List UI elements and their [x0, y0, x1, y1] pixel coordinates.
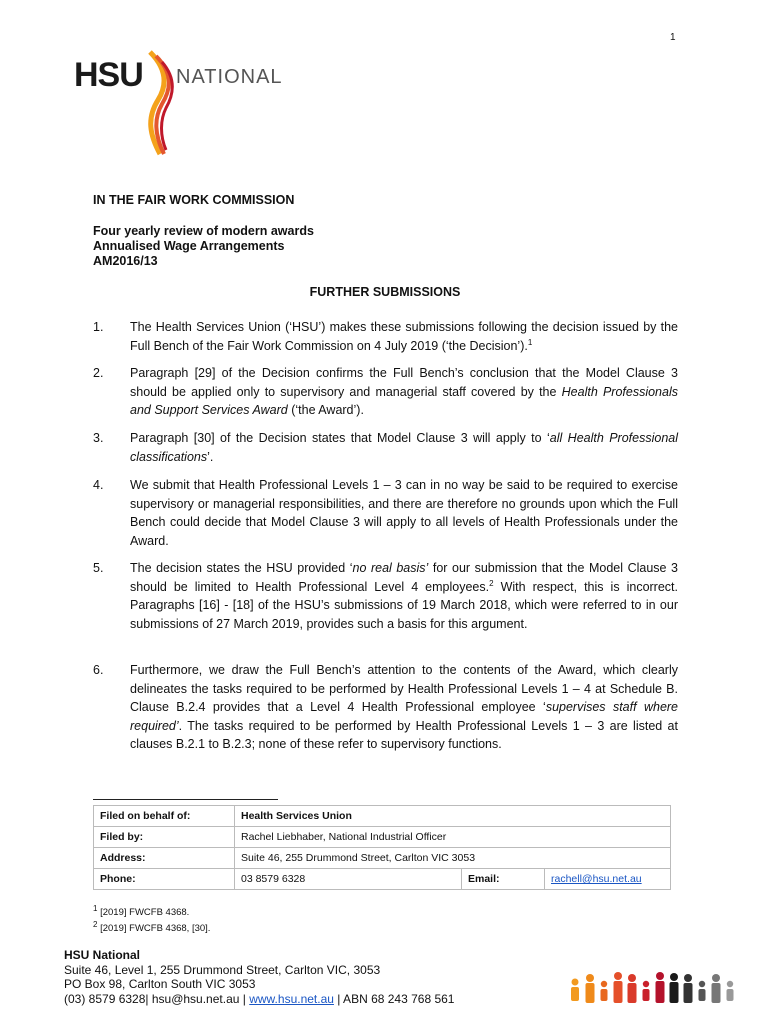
matter-line-2: Annualised Wage Arrangements — [93, 239, 285, 253]
logo-flame-icon — [132, 50, 182, 160]
paragraph-text: The Health Services Union (‘HSU’) makes these submissions following the decision issued by the Full Bench of the Fair Work Commission on 4 July 2019 (‘the Decision’).$^1$ — [130, 320, 678, 353]
page-number: 1 — [670, 32, 676, 43]
filed-by-label: Filed by: — [94, 827, 235, 848]
footer-org: HSU National — [64, 948, 141, 962]
table-row — [94, 869, 671, 890]
address-label: Address: — [94, 848, 235, 869]
footnote-ref: 2 — [489, 578, 494, 588]
paragraph-number: 3. — [93, 431, 104, 445]
paragraph-text: Furthermore, we draw the Full Bench’s attention to the contents of the Award, which clearly delineates the tasks required to be performed by Health Professional Levels 1 – 4 at Schedule B. Clause B.2.4 provides that a Level 4 Health Professional employee ‘supervises staff where required’. The tasks required to be performed by Health Professional Levels 1 – 3 are listed at clauses B.2.1 to B.2.3; none of these refer to supervisory functions. — [130, 663, 679, 752]
paragraph-3 — [93, 429, 678, 466]
footnote-ref: 1 — [527, 337, 533, 347]
email-label: Email: — [462, 869, 545, 890]
phone-value: 03 8579 6328 — [235, 869, 462, 890]
table-row — [94, 848, 671, 869]
address-value: Suite 46, 255 Drummond Street, Carlton VIC 3053 — [235, 848, 671, 869]
logo-national-text: NATIONAL — [176, 66, 283, 88]
website-link[interactable]: www.hsu.net.au — [249, 991, 334, 1006]
page-footer — [64, 948, 454, 1006]
logo-hsu-text: HSU — [74, 56, 143, 94]
paragraph-number: 4. — [93, 478, 104, 492]
paragraph-number: 2. — [93, 366, 104, 380]
footer-address-2: PO Box 98, Carlton South VIC 3053 — [64, 977, 256, 991]
matter-heading — [93, 224, 314, 269]
paragraph-2 — [93, 364, 678, 420]
table-row — [94, 806, 671, 827]
paragraph-6 — [93, 661, 678, 754]
paragraph-number: 6. — [93, 663, 104, 677]
footnote-2: $^2$ [2019] FWCFB 4368, [30]. — [93, 919, 211, 934]
footer-address-1: Suite 46, Level 1, 255 Drummond Street, Carlton VIC, 3053 — [64, 962, 381, 977]
paragraph-text: Paragraph [30] of the Decision states that Model Clause 3 will apply to ‘all Health Professional classifications’. — [130, 431, 678, 464]
table-row — [94, 827, 671, 848]
footer-contact: (03) 8579 6328| hsu@hsu.net.au | www.hsu.net.au | ABN 68 243 768 561 — [64, 991, 455, 1006]
paragraph-text: We submit that Health Professional Levels 1 – 3 can in no way be said to be required to exercise supervisory or managerial responsibilities, and there are therefore no grounds upon which the Full Bench could decide that Model Clause 3 will apply to all levels of Health Professionals under the Award. — [130, 478, 678, 548]
paragraph-1 — [93, 318, 678, 355]
paragraph-text: Paragraph [29] of the Decision confirms the Full Bench’s conclusion that the Model Clause 3 should be applied only to supervisory and managerial staff covered by the Health Professionals and Support Services Award (‘the Award’). — [130, 366, 678, 418]
paragraph-text: The decision states the HSU provided ‘no real basis’ for our submission that the Model Clause 3 should be limited to Health Professional Level 4 employees.$^2$ With respect, this is incorrect. Paragraphs [16] - [18] of the HSU’s submissions of 19 March 2018, which were referred to in our submissions of 27 March 2019, provides such a basis for this argument. — [130, 561, 678, 631]
email-value — [545, 869, 671, 890]
section-heading: FURTHER SUBMISSIONS — [309, 285, 461, 299]
email-link[interactable]: rachell@hsu.net.au — [551, 873, 642, 885]
matter-line-3: AM2016/13 — [93, 254, 158, 268]
footnote-1: $^1$ [2019] FWCFB 4368. — [93, 903, 190, 918]
paragraph-5 — [93, 559, 678, 633]
court-heading: IN THE FAIR WORK COMMISSION — [93, 193, 295, 207]
paragraph-number: 5. — [93, 561, 104, 575]
footnote-divider — [93, 799, 278, 800]
phone-label: Phone: — [94, 869, 235, 890]
paragraph-4 — [93, 476, 678, 550]
filed-by-value: Rachel Liebhaber, National Industrial Officer — [235, 827, 671, 848]
matter-line-1: Four yearly review of modern awards — [93, 224, 314, 238]
filed-behalf-value: Health Services Union — [235, 806, 671, 827]
hsu-national-logo — [74, 50, 283, 160]
filed-behalf-label: Filed on behalf of: — [94, 806, 235, 827]
people-graphic-icon — [566, 968, 746, 1010]
paragraph-number: 1. — [93, 320, 104, 334]
filing-details-table — [93, 805, 671, 890]
